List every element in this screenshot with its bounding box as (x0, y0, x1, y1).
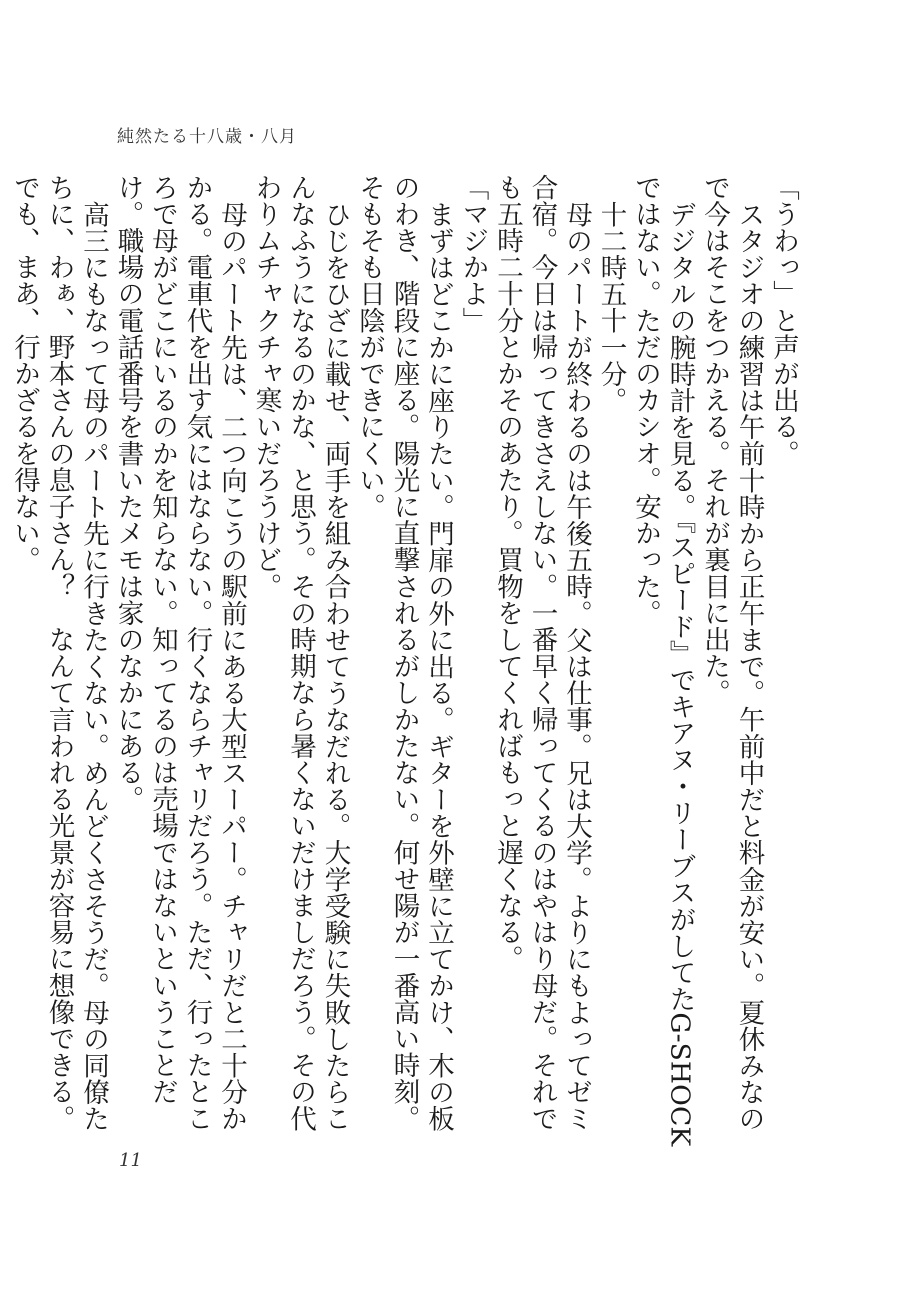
paragraph: 十二時五十一分。 (595, 200, 627, 414)
paragraph: 「マジかよ」 (457, 174, 489, 334)
paragraph: 母のパートが終わるのは午後五時。父は仕事。兄は大学。よりにもよってゼミ合宿。今日は帰ってきさえしない。一番早く帰ってくるのはやはり母だ。それでも五時二十分とかそのあたり。買物をしてくればもっと遅くなる。 (492, 174, 592, 1132)
running-head: 純然たる十八歳・八月 (117, 127, 297, 147)
page-number: 11 (119, 1150, 142, 1171)
paragraph: 「うわっ」と声が出る。 (768, 174, 799, 467)
body-text (9, 174, 800, 1149)
paragraph: まずはどこかに座りたい。門扉の外に出る。ギターを外壁に立てかけ、木の板のわき、階段に座る。陽光に直撃されるがしかたない。何せ陽が一番高い時刻。そもそも日陰ができにくい。 (354, 174, 454, 1132)
paragraph: デジタルの腕時計を見る。『スピード』でキアヌ・リーブスがしてたG‐SHOCKではない。ただのカシオ。安かった。 (630, 174, 696, 1146)
paragraph: ひじをひざに載せ、両手を組み合わせてうなだれる。大学受験に失敗したらこんなふうになるのかな、と思う。その時期なら暑くないだけましだろう。その代わりムチャクチャ寒いだろうけど。 (250, 174, 351, 1132)
paragraph: スタジオの練習は午前十時から正午まで。午前中だと料金が安い。夏休みなので今はそこをつかえる。それが裏目に出た。 (699, 174, 765, 1132)
paragraph: 母のパート先は、二つ向こうの駅前にある大型スーパー。チャリだと二十分かかる。電車代を出す気にはならない。行くならチャリだろう。ただ、行ったところで母がどこにいるのかを知らない。知ってるのは売場ではないということだけ。職場の電話番号を書いたメモは家のなかにある。 (112, 174, 247, 1132)
paragraph: 高三にもなって母のパート先に行きたくない。めんどくさそうだ。母の同僚たちに、わぁ、野本さんの息子さん？ なんて言われる光景が容易に想像できる。でも、まあ、行かざるを得ない。 (9, 174, 109, 1132)
